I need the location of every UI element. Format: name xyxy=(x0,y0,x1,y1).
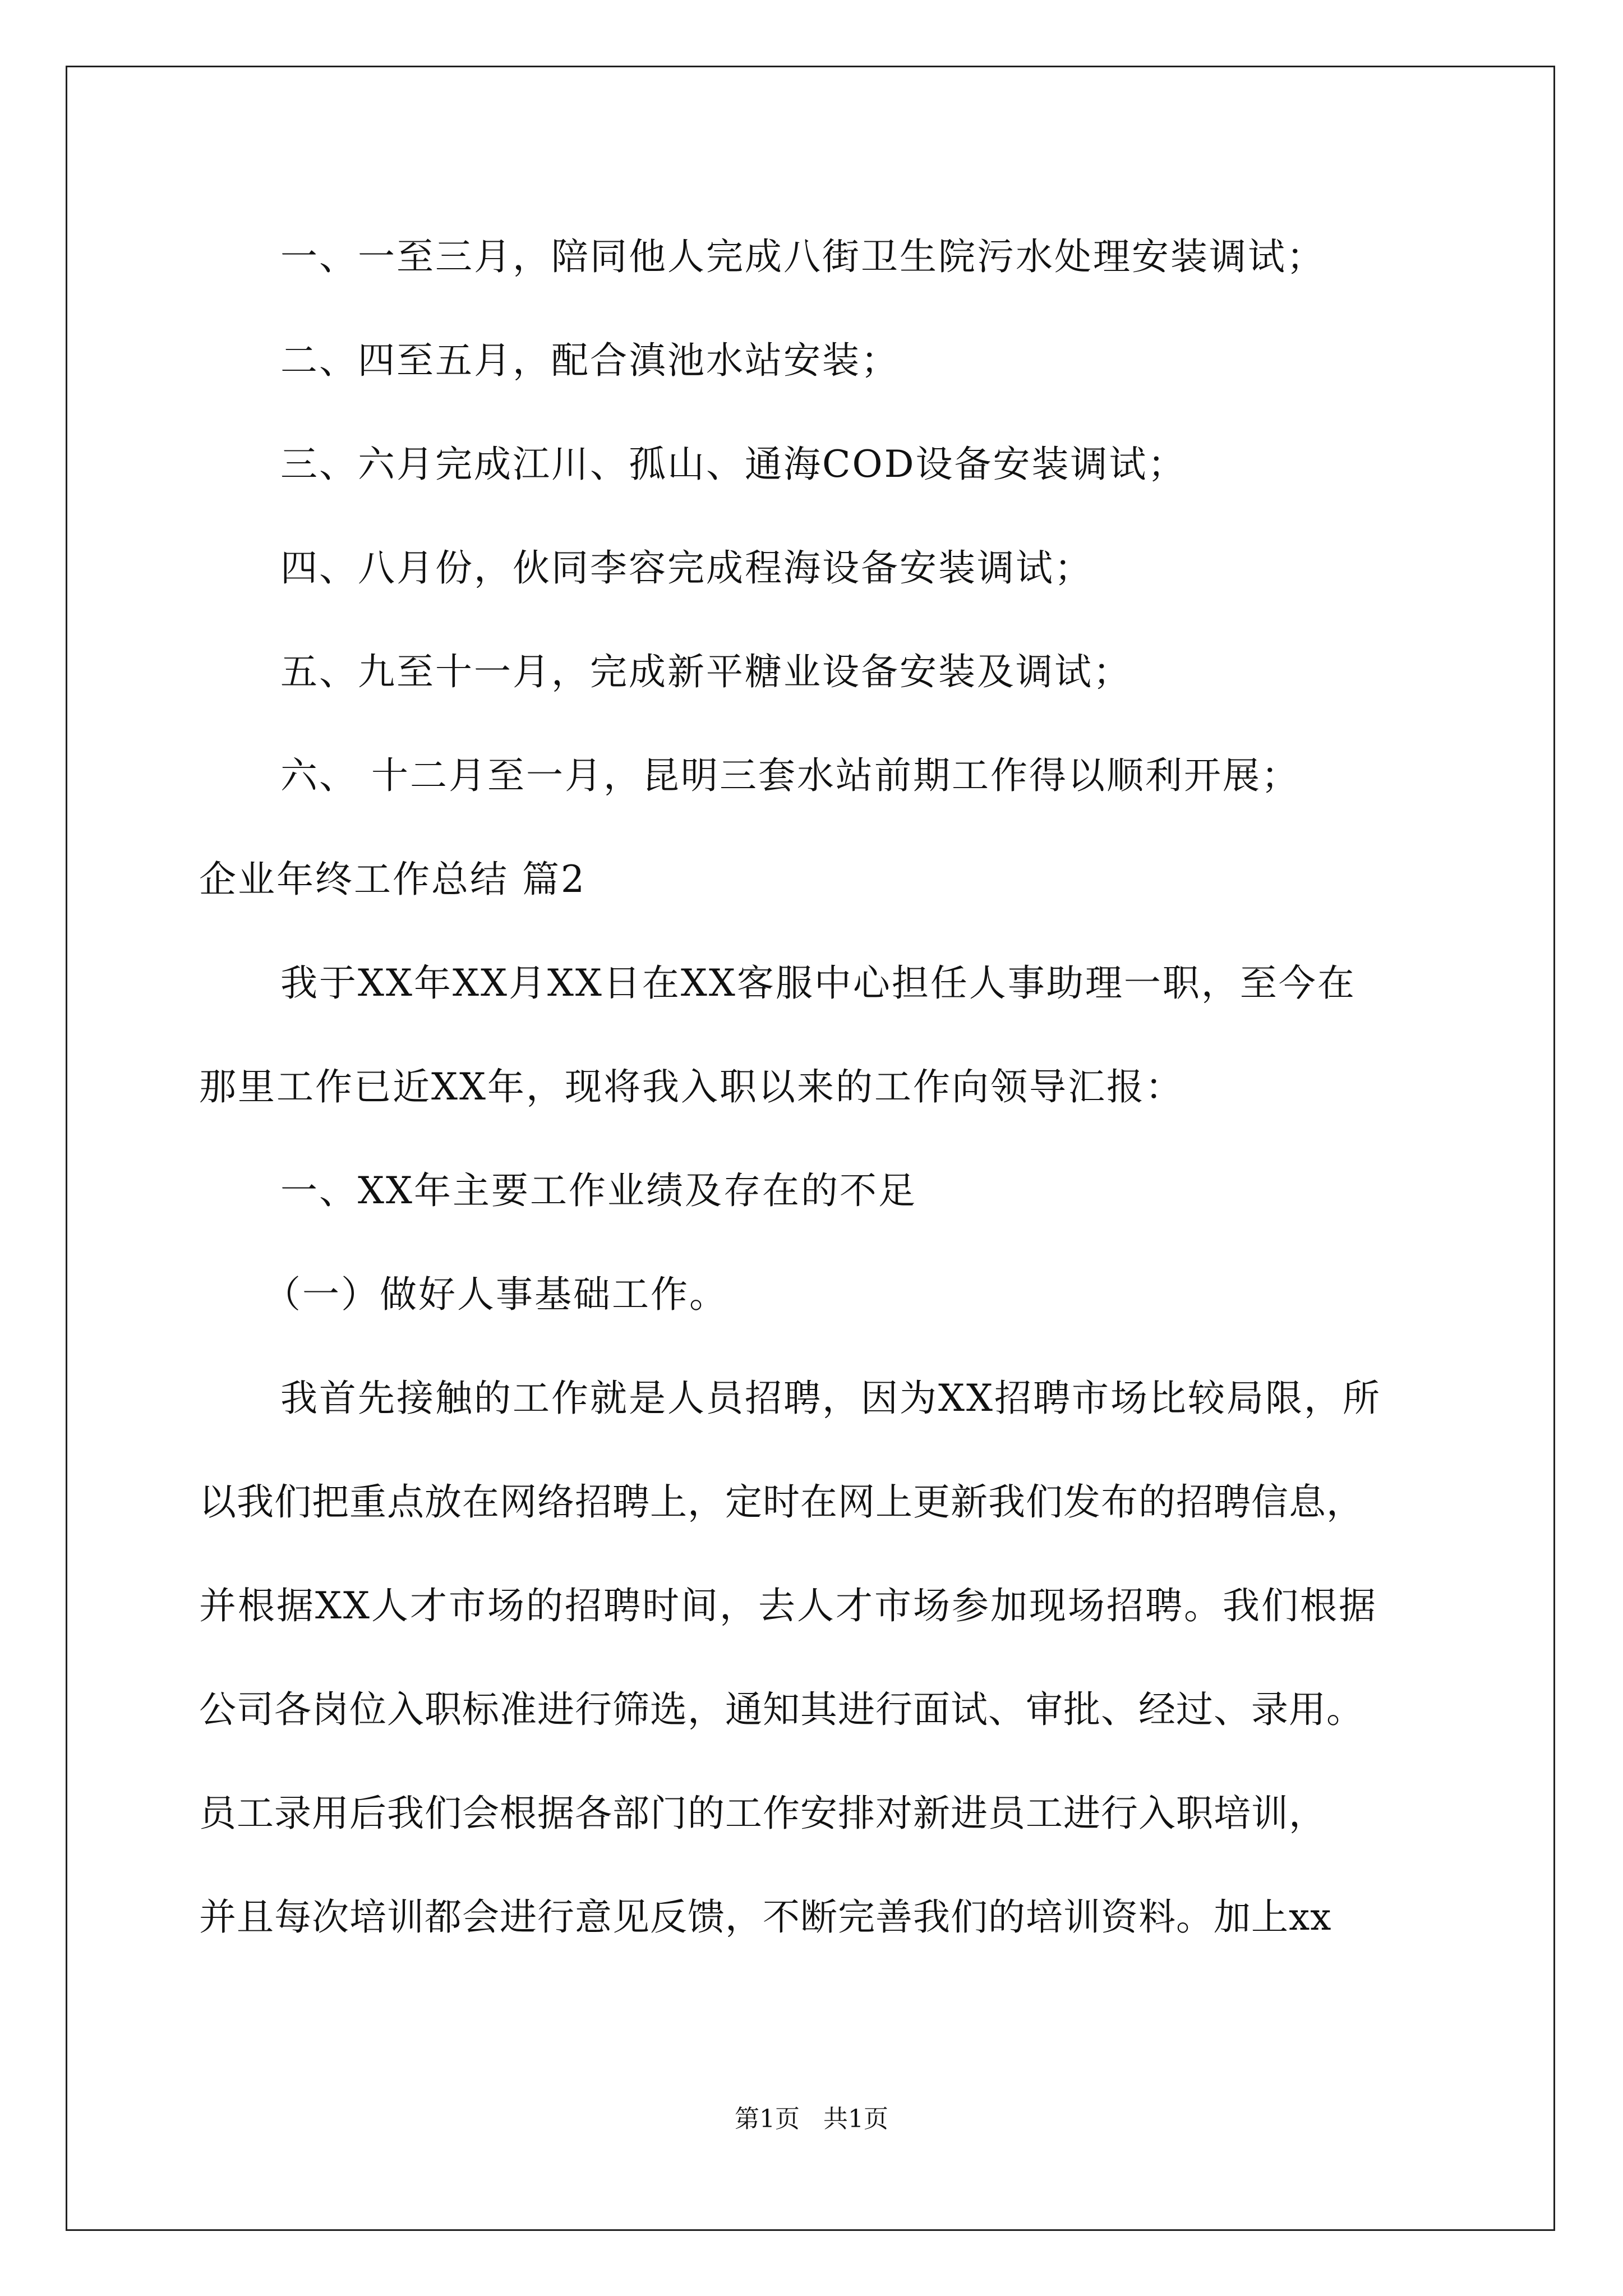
list-item-5: 五、九至十一月，完成新平糖业设备安装及调试； xyxy=(280,650,1132,693)
list-item-1: 一、一至三月，陪同他人完成八街卫生院污水处理安装调试； xyxy=(280,235,1325,278)
list-item-4: 四、八月份，伙同李容完成程海设备安装调试； xyxy=(280,546,1093,590)
section-heading: 企业年终工作总结 篇2 xyxy=(199,858,586,901)
paragraph-line: 并且每次培训都会进行意见反馈，不断完善我们的培训资料。加上xx xyxy=(199,1895,1332,1939)
paragraph-line: 我于XX年XX月XX日在XX客服中心担任人事助理一职，至今在 xyxy=(280,961,1356,1005)
paragraph-line: 员工录用后我们会根据各部门的工作安排对新进员工进行入职培训， xyxy=(199,1792,1326,1835)
paragraph-line: 并根据XX人才市场的招聘时间，去人才市场参加现场招聘。我们根据 xyxy=(199,1584,1377,1627)
paragraph-line: 那里工作已近XX年，现将我入职以来的工作向领导汇报： xyxy=(199,1065,1184,1108)
page-number: 第1页 共1页 xyxy=(735,2105,888,2133)
list-item-6: 六、 十二月至一月，昆明三套水站前期工作得以顺利开展； xyxy=(280,754,1300,797)
paragraph-line: 公司各岗位入职标准进行筛选，通知其进行面试、审批、经过、录用。 xyxy=(199,1688,1364,1731)
subsection-heading: （一）做好人事基础工作。 xyxy=(264,1273,728,1316)
list-item-3: 三、六月完成江川、孤山、通海COD设备安装调试； xyxy=(280,443,1187,486)
subsection-heading: 一、XX年主要工作业绩及存在的不足 xyxy=(280,1169,917,1212)
list-item-2: 二、四至五月，配合滇池水站安装； xyxy=(280,339,900,382)
paragraph-line: 我首先接触的工作就是人员招聘，因为XX招聘市场比较局限，所 xyxy=(280,1377,1381,1420)
paragraph-line: 以我们把重点放在网络招聘上，定时在网上更新我们发布的招聘信息， xyxy=(199,1480,1364,1524)
